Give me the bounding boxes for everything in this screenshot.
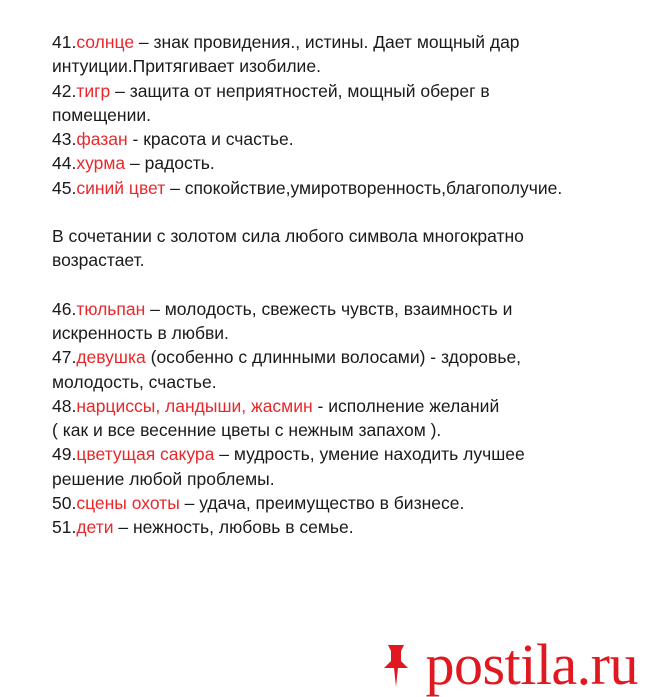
list-item-43: [52, 127, 652, 151]
list-item-46: [52, 297, 652, 321]
item-number: 41.: [52, 32, 77, 52]
item-number: 45.: [52, 177, 77, 198]
item-term: синий цвет: [76, 177, 166, 198]
list-item-42: [52, 79, 652, 103]
list-item-47: [52, 345, 652, 369]
paragraph-line-1: В сочетании с золотом сила любого символа многократно: [52, 226, 524, 247]
item-number: 49.: [52, 444, 77, 465]
item-term: девушка: [76, 347, 146, 368]
item-term: сцены охоты: [76, 493, 180, 514]
list-item-41: [52, 30, 652, 54]
item-description: – молодость, свежесть чувств, взаимность и: [145, 298, 513, 319]
item-number: 47.: [52, 347, 77, 368]
document-body: [52, 30, 652, 540]
item-number: 44.: [52, 153, 77, 174]
item-number: 42.: [52, 80, 77, 101]
paragraph-spacer: [52, 273, 652, 297]
list-item-51: [52, 515, 652, 539]
item-term: цветущая сакура: [76, 444, 215, 465]
item-description: – знак провидения., истины. Дает мощный дар: [134, 32, 520, 52]
item-description: – нежность, любовь в семье.: [113, 517, 354, 538]
list-item-41-cont: интуиции.Притягивает изобилие.: [52, 56, 321, 77]
postila-watermark: [372, 632, 638, 697]
list-item-44: [52, 151, 652, 175]
list-item-48-cont: ( как и все весенние цветы с нежным запахом ).: [52, 420, 442, 441]
item-term: фазан: [76, 129, 128, 150]
item-term: хурма: [76, 153, 126, 174]
list-item-42-cont: помещении.: [52, 104, 151, 125]
list-item-50: [52, 491, 652, 515]
item-description: – мудрость, умение находить лучшее: [214, 444, 525, 465]
item-number: 50.: [52, 493, 77, 514]
item-term: нарциссы, ландыши, жасмин: [76, 395, 313, 416]
item-term: дети: [76, 517, 114, 538]
item-number: 48.: [52, 395, 77, 416]
list-item-45: [52, 176, 652, 200]
list-item-46-cont: искренность в любви.: [52, 322, 229, 343]
item-description: – радость.: [125, 153, 215, 174]
item-number: 51.: [52, 517, 77, 538]
item-number: 43.: [52, 129, 77, 150]
item-description: – спокойствие,умиротворенность,благополучие.: [165, 177, 563, 198]
item-term: тюльпан: [76, 298, 146, 319]
item-description: (особенно с длинными волосами) - здоровье,: [145, 347, 522, 368]
item-description: – удача, преимущество в бизнесе.: [179, 493, 465, 514]
item-number: 46.: [52, 298, 77, 319]
item-description: – защита от неприятностей, мощный оберег в: [110, 80, 490, 101]
list-item-49: [52, 442, 652, 466]
item-term: тигр: [76, 80, 111, 101]
item-description: - красота и счастье.: [127, 129, 294, 150]
list-item-49-cont: решение любой проблемы.: [52, 468, 275, 489]
paragraph-spacer: [52, 200, 652, 224]
pin-icon: [372, 641, 420, 689]
list-item-47-cont: молодость, счастье.: [52, 371, 217, 392]
item-term: солнце: [76, 32, 135, 52]
paragraph-line-2: возрастает.: [52, 250, 145, 271]
list-item-48: [52, 394, 652, 418]
item-description: - исполнение желаний: [312, 395, 500, 416]
watermark-text: postila.ru: [425, 632, 638, 697]
